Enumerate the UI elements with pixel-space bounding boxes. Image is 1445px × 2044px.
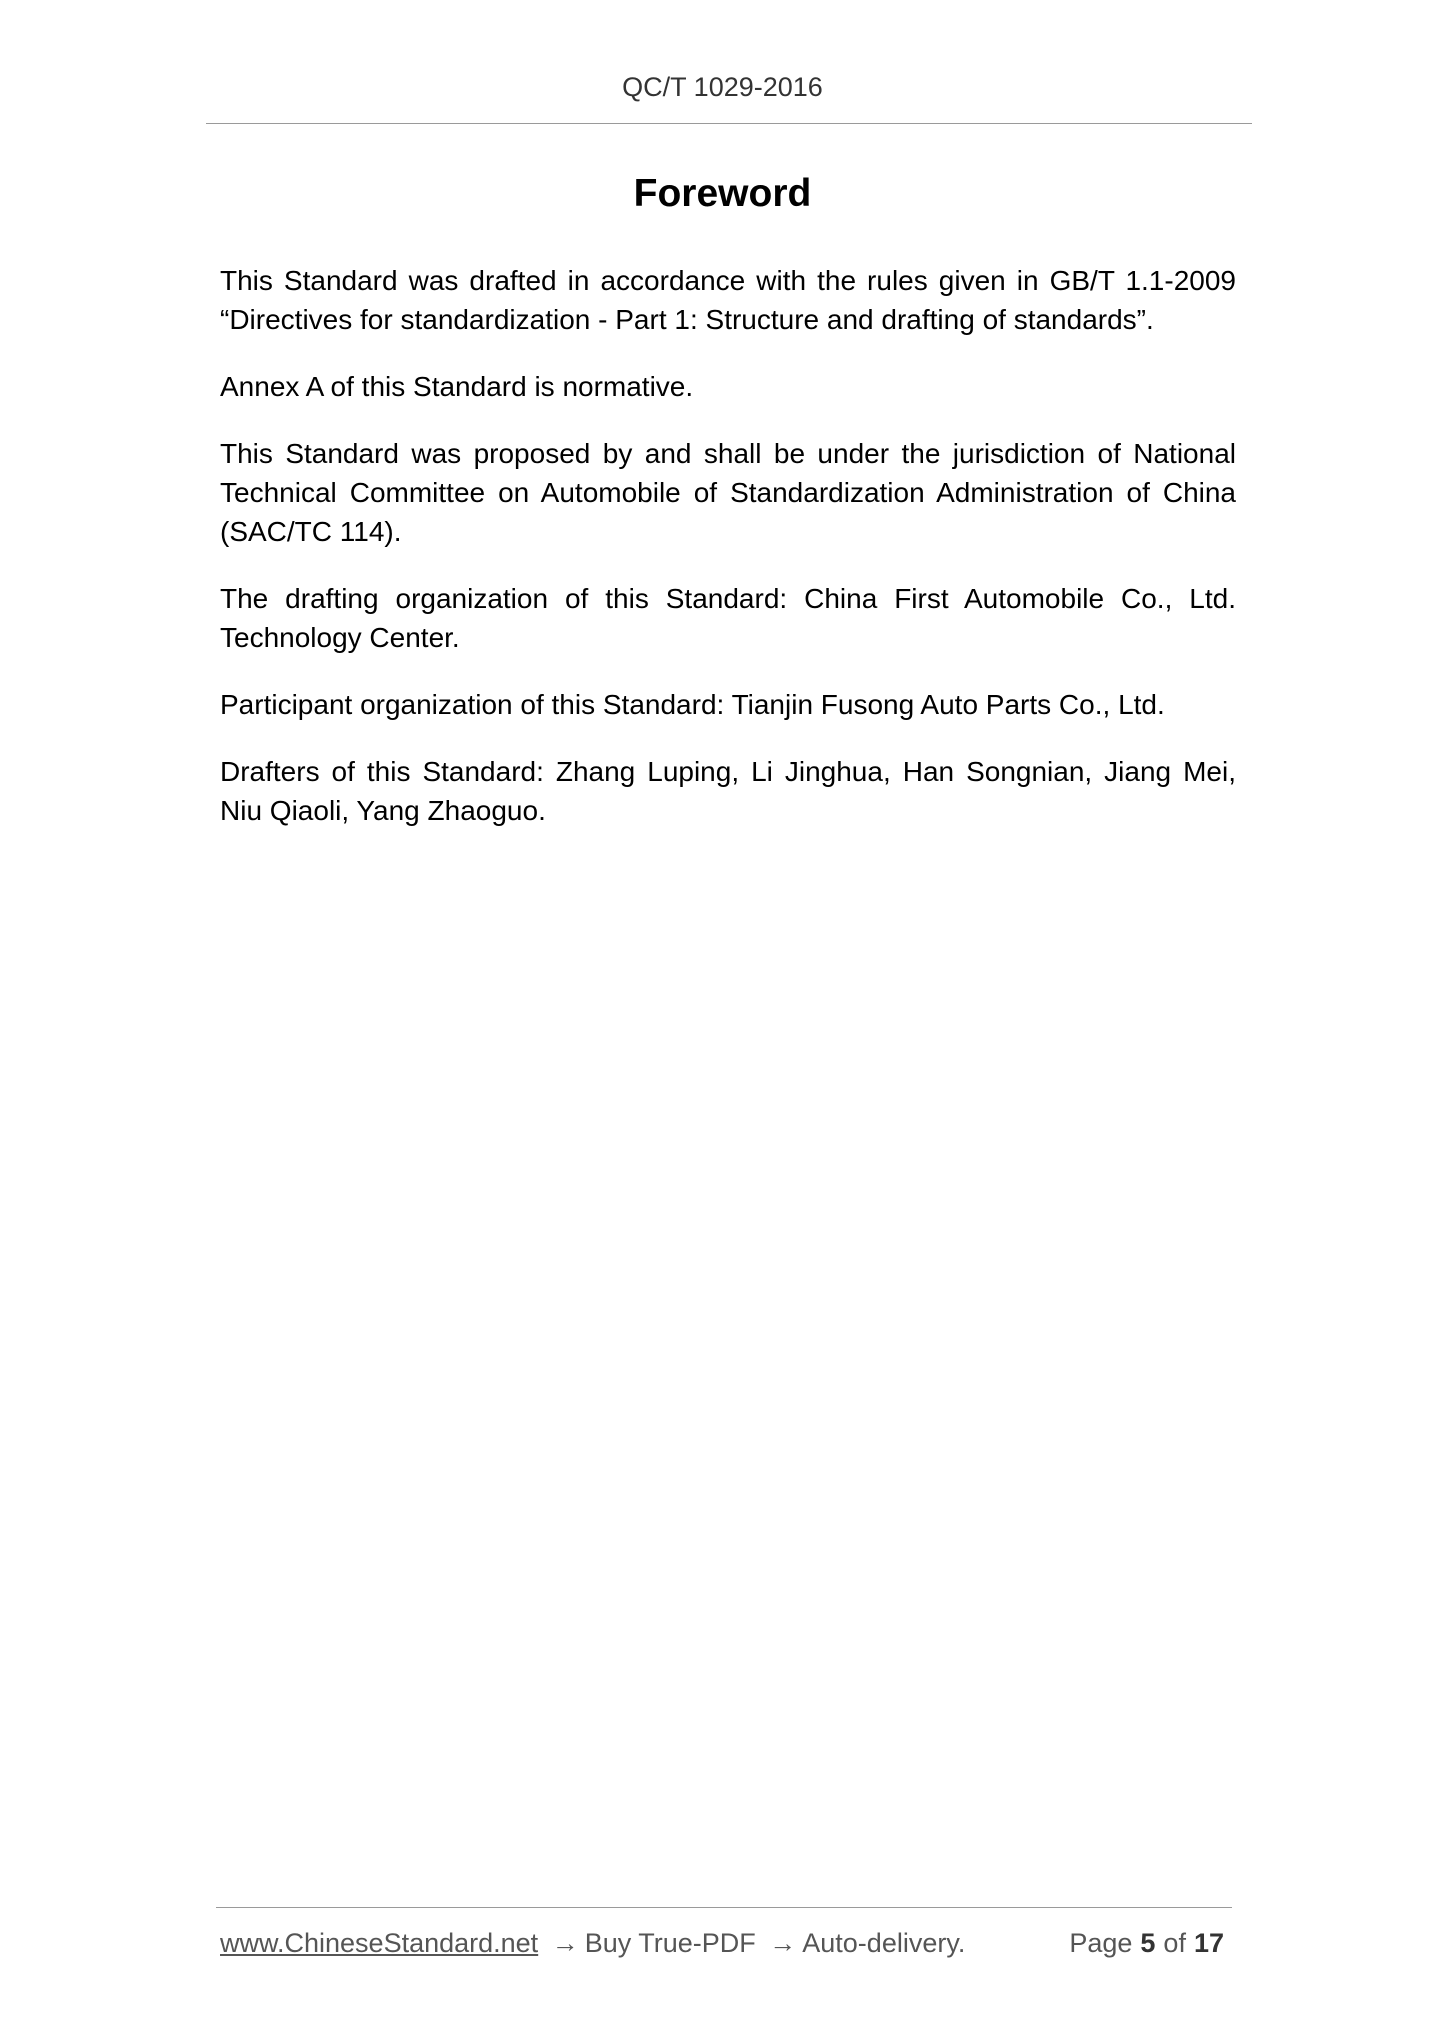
page-total: 17 [1193,1928,1224,1958]
page-number: 5 [1140,1928,1156,1958]
page-title: Foreword [633,172,812,215]
arrow-right-icon: → [769,1928,797,1958]
website-link[interactable]: www.ChineseStandard.net [220,1928,539,1958]
foreword-body [220,261,1236,858]
footer-promo [220,1928,965,1959]
paragraph-jurisdiction: This Standard was proposed by and shall be under the jurisdiction of National Technical Committee on Automobile of Standardization Administration of China (SAC/TC 114). [220,438,1236,547]
header-divider [206,123,1252,124]
paragraph-annex: Annex A of this Standard is normative. [220,371,694,402]
standard-code-header: QC/T 1029-2016 [622,72,823,102]
of-label: of [1163,1928,1186,1958]
footer-divider [216,1907,1232,1908]
auto-delivery-text: Auto-delivery. [802,1928,966,1958]
paragraph-participant-organization: Participant organization of this Standard: Tianjin Fusong Auto Parts Co., Ltd. [220,689,1165,720]
buy-true-pdf-text: Buy True-PDF [584,1928,756,1958]
arrow-right-icon: → [551,1928,579,1958]
paragraph-drafting-organization: The drafting organization of this Standard: China First Automobile Co., Ltd. Technology Center. [220,583,1236,653]
paragraph-drafting-rules: This Standard was drafted in accordance with the rules given in GB/T 1.1-2009 “Directives for standardization - Part 1: Structure and drafting of standards”. [220,265,1236,335]
page-label: Page [1069,1928,1133,1958]
page-indicator [1069,1928,1232,1959]
paragraph-drafters: Drafters of this Standard: Zhang Luping, Li Jinghua, Han Songnian, Jiang Mei, Niu Qiaoli, Yang Zhaoguo. [220,756,1236,826]
